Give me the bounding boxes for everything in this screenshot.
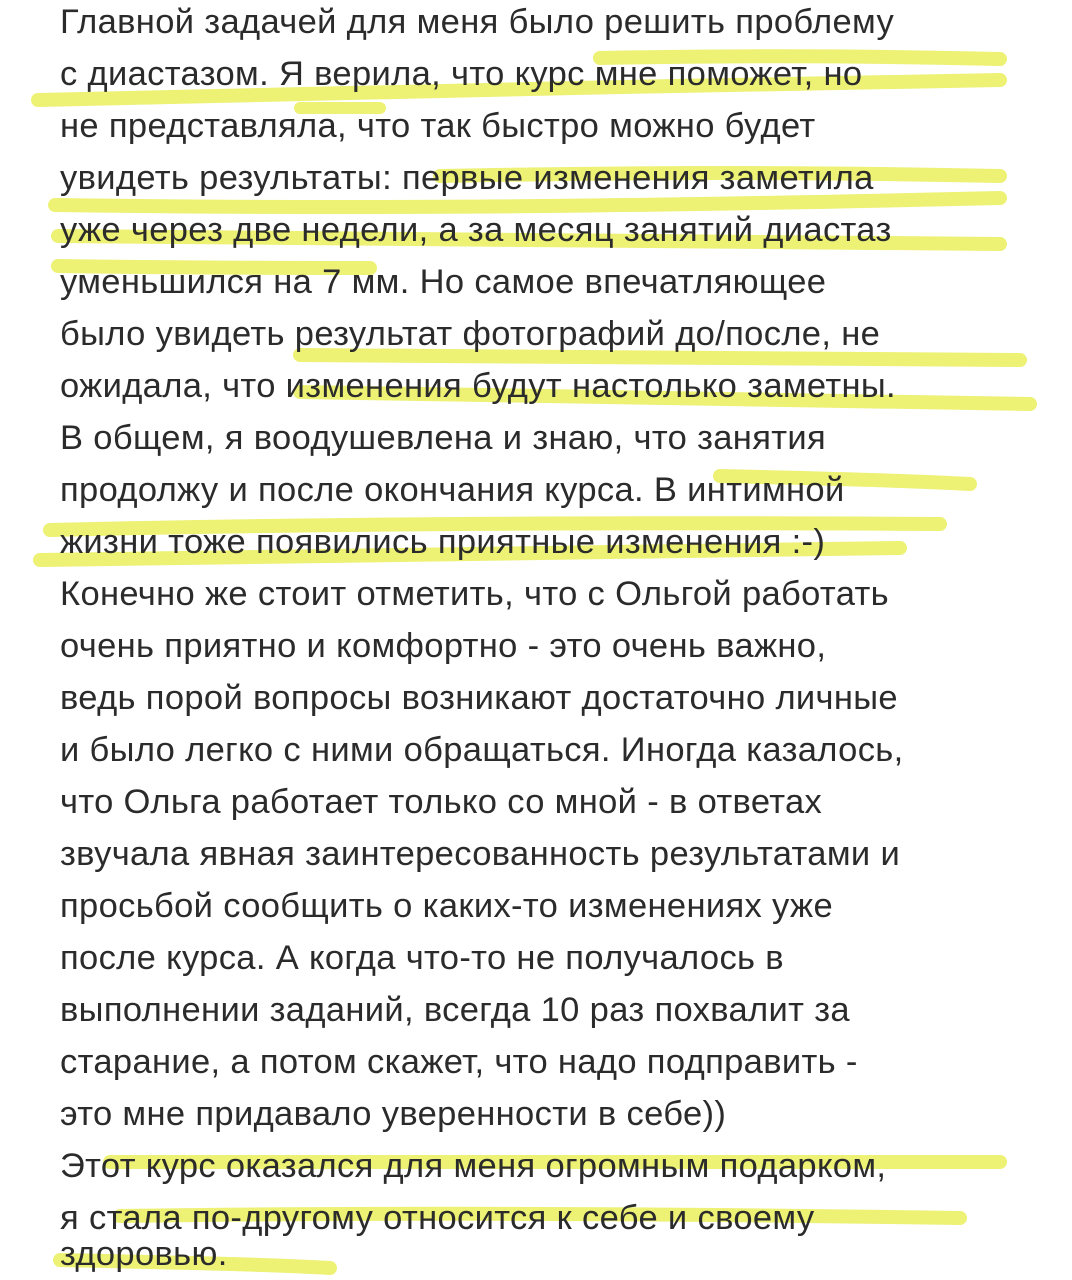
- text-line: уменьшился на 7 мм. Но самое впечатляющее: [60, 263, 827, 301]
- text-line: я стала по-другому относится к себе и своему: [60, 1199, 815, 1237]
- text-line: просьбой сообщить о каких-то изменениях уже: [60, 887, 834, 925]
- text-line: Этот курс оказался для меня огромным подарком,: [60, 1147, 887, 1185]
- text-line: что Ольга работает только со мной - в ответах: [60, 783, 823, 821]
- text-line: Конечно же стоит отметить, что с Ольгой работать: [60, 575, 889, 613]
- text-line: Главной задачей для меня было решить проблему: [60, 3, 895, 41]
- text-line: ведь порой вопросы возникают достаточно личные: [60, 679, 898, 717]
- text-line: выполнении заданий, всегда 10 раз похвалит за: [60, 991, 850, 1029]
- text-line: ожидала, что изменения будут настолько заметны.: [60, 367, 896, 405]
- text-line: было увидеть результат фотографий до/после, не: [60, 315, 881, 353]
- text-line: после курса. А когда что-то не получалось в: [60, 939, 784, 977]
- text-line: с диастазом. Я верила, что курс мне поможет, но: [60, 55, 863, 93]
- text-line: уже через две недели, а за месяц занятий диастаз: [60, 211, 892, 249]
- text-line: не представляла, что так быстро можно будет: [60, 107, 816, 145]
- text-line: и было легко с ними обращаться. Иногда казалось,: [60, 731, 904, 769]
- text-line: продолжу и после окончания курса. В интимной: [60, 471, 845, 509]
- text-line: здоровью.: [60, 1235, 228, 1273]
- text-line: В общем, я воодушевлена и знаю, что занятия: [60, 419, 827, 457]
- text-line: очень приятно и комфортно - это очень важно,: [60, 627, 827, 665]
- text-line: звучала явная заинтересованность результатами и: [60, 835, 901, 873]
- text-line: старание, а потом скажет, что надо подправить -: [60, 1043, 858, 1081]
- text-line: жизни тоже появились приятные изменения :-): [60, 523, 826, 561]
- text-line: это мне придавало уверенности в себе)): [60, 1095, 727, 1133]
- text-line: увидеть результаты: первые изменения заметила: [60, 159, 874, 197]
